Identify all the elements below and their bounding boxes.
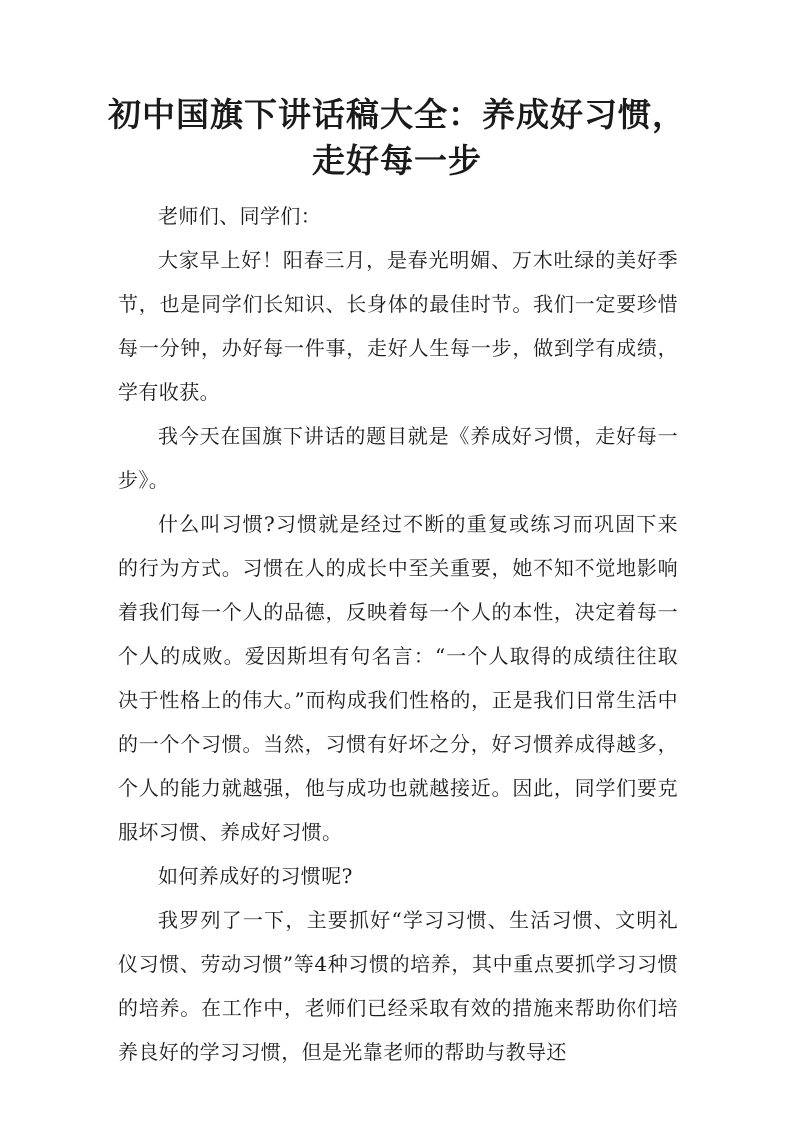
document-body [118, 194, 678, 1074]
paragraph-question: 如何养成好的习惯呢? [158, 864, 353, 888]
document-title: 初中国旗下讲话稿大全：养成好习惯，走好每一步 [108, 95, 686, 180]
paragraph-greeting: 老师们、同学们： [158, 204, 322, 228]
paragraph-topic: 我今天在国旗下讲话的题目就是《养成好习惯，走好每一步》。 [118, 424, 678, 492]
paragraph-habit-definition: 什么叫习惯?习惯就是经过不断的重复或练习而巩固下来的行为方式。习惯在人的成长中至关重要，她不知不觉地影响着我们每一个人的品德，反映着每一个人的本性，决定着每一个人的成败。爱因斯坦有句名言：“一个人取得的成绩往往取决于性格上的伟大。”而构成我们性格的，正是我们日常生活中的一个个习惯。当然，习惯有好坏之分，好习惯养成得越多，个人的能力就越强，他与成功也就越接近。因此，同学们要克服坏习惯、养成好习惯。 [118, 512, 678, 844]
paragraph-habit-types: 我罗列了一下，主要抓好“学习习惯、生活习惯、文明礼仪习惯、劳动习惯”等4种习惯的培养，其中重点要抓学习习惯的培养。在工作中，老师们已经采取有效的措施来帮助你们培养良好的学习习惯，但是光靠老师的帮助与教导还 [118, 908, 678, 1064]
paragraph-opening: 大家早上好！阳春三月，是春光明媚、万木吐绿的美好季节，也是同学们长知识、长身体的最佳时节。我们一定要珍惜每一分钟，办好每一件事，走好人生每一步，做到学有成绩，学有收获。 [118, 248, 678, 404]
